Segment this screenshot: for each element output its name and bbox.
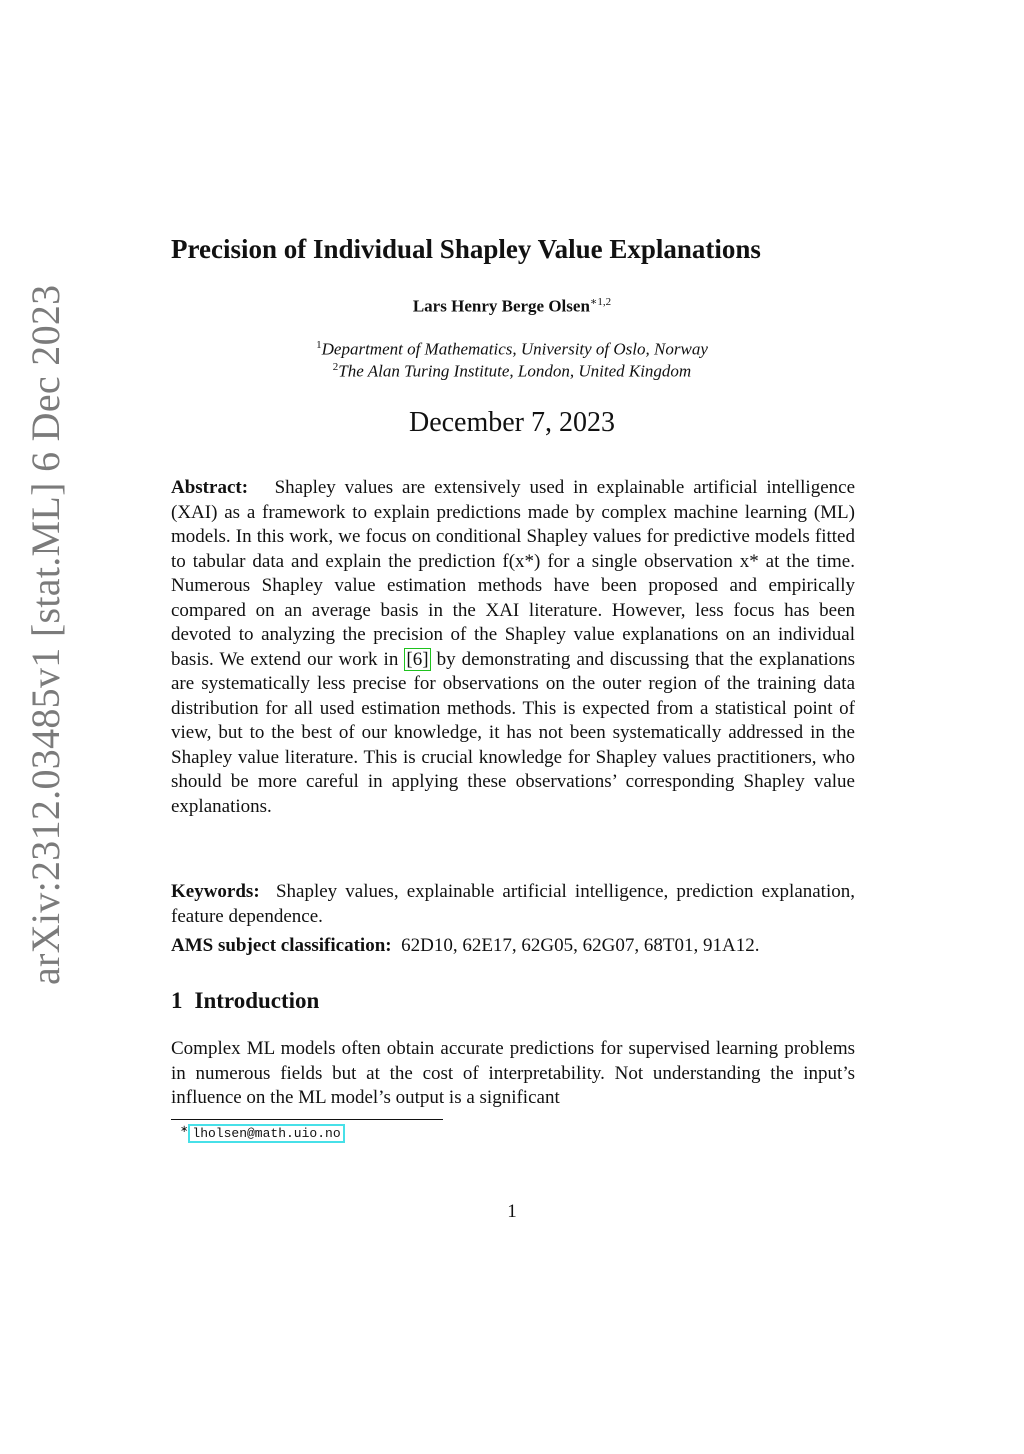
affiliation-1 bbox=[171, 339, 853, 360]
author-affiliation-marks: ∗1,2 bbox=[589, 296, 612, 308]
page-number: 1 bbox=[507, 1201, 517, 1222]
footnote-mark: ∗ bbox=[180, 1124, 189, 1135]
section-number: 1 bbox=[171, 988, 183, 1013]
paper-date: December 7, 2023 bbox=[408, 407, 616, 438]
affiliation-2-mark: 2 bbox=[332, 361, 339, 373]
affiliation-1-text: Department of Mathematics, University of Oslo, Norway bbox=[321, 339, 708, 359]
section-heading-introduction bbox=[171, 988, 319, 1014]
section-title: Introduction bbox=[194, 988, 320, 1013]
arxiv-identifier-stamp: arXiv:2312.03485v1 [stat.ML] 6 Dec 2023 bbox=[23, 284, 68, 985]
keywords-label: Keywords: bbox=[171, 881, 260, 902]
introduction-paragraph: Complex ML models often obtain accurate predictions for supervised learning problems in numerous fields but at the cost of interpretability. Not understanding the input’s influence on the ML model’s output is a significant bbox=[171, 1038, 855, 1108]
keywords bbox=[171, 880, 855, 929]
author-name: Lars Henry Berge Olsen bbox=[412, 296, 590, 316]
ams-codes: 62D10, 62E17, 62G05, 62G07, 68T01, 91A12. bbox=[401, 935, 760, 956]
abstract bbox=[171, 476, 855, 819]
email-link[interactable]: lholsen@math.uio.no bbox=[188, 1124, 344, 1143]
affiliation-1-mark: 1 bbox=[316, 339, 322, 351]
abstract-text-part1: Shapley values are extensively used in explainable artificial intelligence (XAI) as a framework to explain predictions made by complex machine learning (ML) models. In this work, we focus on conditional Shapley values for predictive models fitted to tabular data and explain the prediction f(x*) for a single observation x* at the time. Numerous Shapley value estimation methods have been proposed and empirically compared on an average basis in the XAI literature. However, less focus has been devoted to analyzing the precision of the Shapley value explanations on an individual basis. We extend our work in bbox=[171, 477, 856, 670]
keywords-text: Shapley values, explainable artificial intelligence, prediction explanation, feature dependence. bbox=[171, 881, 855, 927]
abstract-label: Abstract: bbox=[171, 477, 249, 498]
abstract-text-part2: by demonstrating and discussing that the explanations are systematically less precise for observations on the outer region of the training data distribution for all used estimation methods. This is expected from a statistical point of view, but to the best of our knowledge, it has not been systematically addressed in the Shapley value literature. This is crucial knowledge for Shapley values practitioners, who should be more careful in applying these observations’ corresponding Shapley value explanations. bbox=[171, 648, 856, 817]
affiliation-2-text: The Alan Turing Institute, London, United Kingdom bbox=[338, 361, 692, 381]
paper-title: Precision of Individual Shapley Value Explanations bbox=[171, 234, 761, 264]
ams-classification bbox=[171, 934, 855, 959]
footnote bbox=[180, 1124, 345, 1141]
citation-link[interactable]: [6] bbox=[406, 648, 429, 670]
footnote-divider bbox=[171, 1119, 443, 1120]
author-line bbox=[171, 295, 853, 317]
ams-label: AMS subject classification: bbox=[171, 935, 392, 956]
affiliation-2 bbox=[171, 361, 853, 382]
